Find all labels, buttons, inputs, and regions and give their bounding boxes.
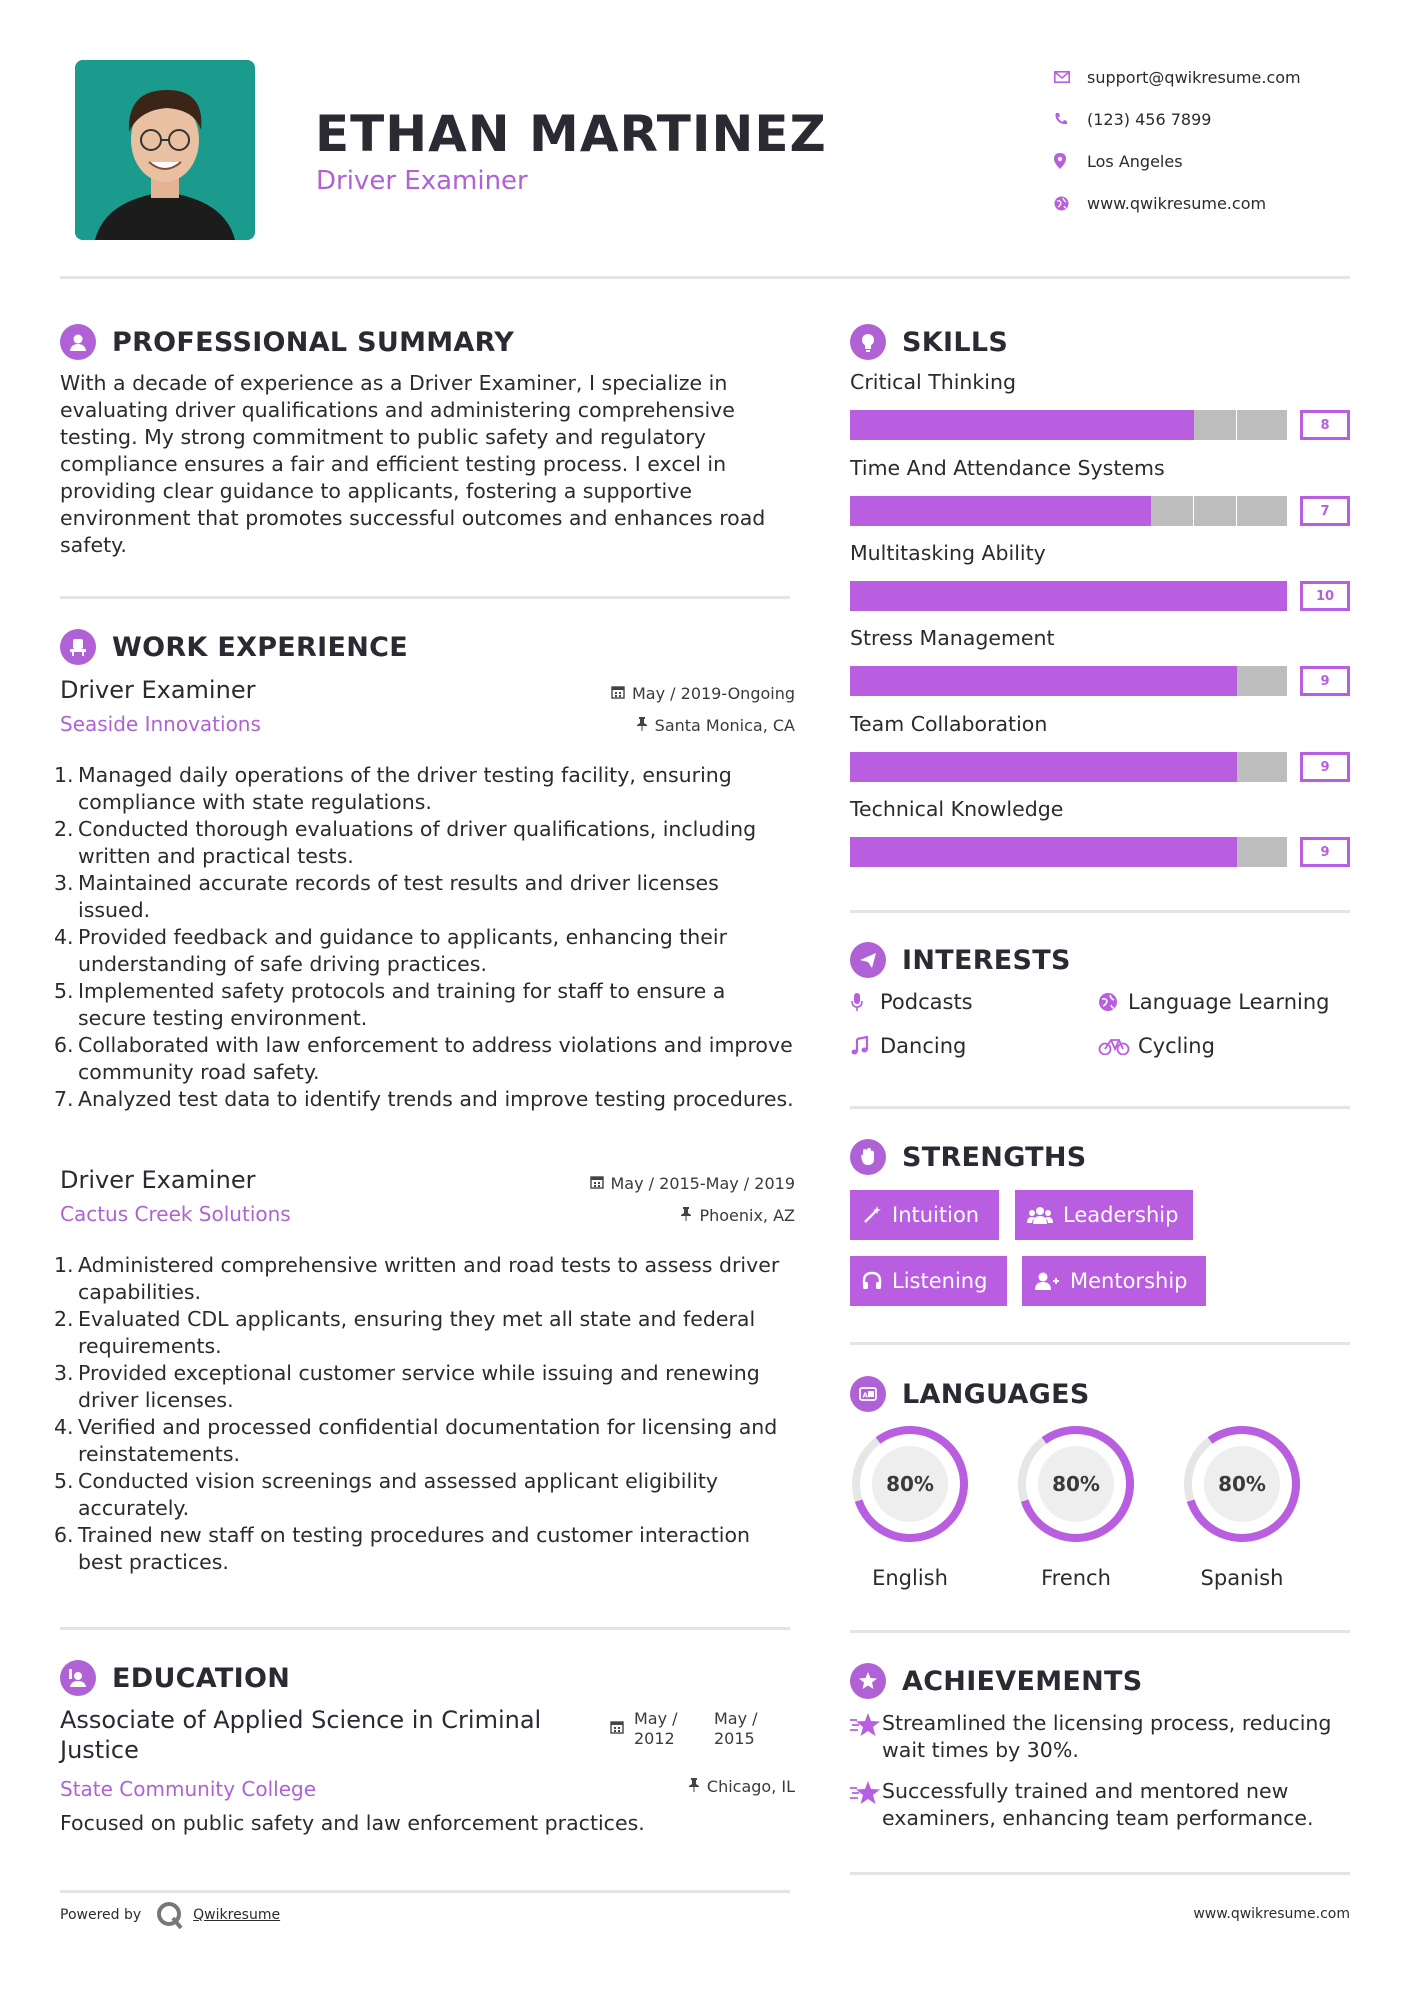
skill-level-segment: [1151, 752, 1194, 782]
interest-language-learning: Language Learning: [1098, 990, 1329, 1014]
summary-header: [60, 324, 514, 360]
skill-level-segment: [1022, 837, 1065, 867]
header-divider: [60, 276, 1350, 279]
job-date-text: May / 2015-May / 2019: [610, 1174, 795, 1193]
skill-level-segment: [1237, 581, 1287, 611]
users-icon: [1027, 1205, 1053, 1225]
school-name: State Community College: [60, 1777, 317, 1801]
list-item: 6. Collaborated with law enforcement to address violations and improve community road safety.: [54, 1033, 793, 1084]
skill-item: [850, 370, 1350, 440]
education-end: May / 2015: [714, 1709, 758, 1748]
fist-icon: [850, 1139, 886, 1175]
languages-heading: LANGUAGES: [902, 1378, 1090, 1410]
skill-score: 7: [1300, 496, 1350, 526]
skill-item: [850, 626, 1350, 696]
skill-level-segment: [850, 837, 893, 867]
strengths-header: [850, 1139, 1087, 1175]
footer-website[interactable]: www.qwikresume.com: [1193, 1906, 1350, 1922]
graduation-icon: [60, 1660, 96, 1696]
language-percent: 80%: [1052, 1472, 1100, 1496]
strength-tag: Leadership: [1015, 1190, 1193, 1240]
globe-icon: [1098, 992, 1126, 1012]
skill-level-segment: [1151, 581, 1194, 611]
achievements-header: [850, 1663, 1143, 1699]
skill-level-segment: [936, 410, 979, 440]
bicycle-icon: [1098, 1037, 1136, 1055]
skill-level-bar: [850, 581, 1350, 611]
skill-score: 9: [1300, 837, 1350, 867]
skills-heading: SKILLS: [902, 326, 1009, 358]
skill-level-segment: [1108, 496, 1151, 526]
summary-text: With a decade of experience as a Driver Examiner, I specialize in evaluating driver qualifications and administering comprehensive testing. My strong commitment to public safety and regulatory compliance ensures a fair and efficient testing process. I excel in providing clear guidance to applicants, fostering a supportive environment that promotes successful outcomes and enhances road safety.: [60, 371, 766, 557]
strength-tag: Mentorship: [1022, 1256, 1206, 1306]
education-header: [60, 1660, 290, 1696]
language-item: [848, 1422, 972, 1590]
skill-level-bar: [850, 496, 1350, 526]
skill-level-segment: [979, 752, 1022, 782]
summary-divider: [60, 596, 790, 599]
skill-level-segment: [850, 410, 893, 440]
language-progress-ring: [1014, 1422, 1138, 1546]
contact-location: [1050, 140, 1380, 182]
skill-level-segment: [1065, 666, 1108, 696]
interest-podcasts: Podcasts: [850, 990, 973, 1014]
interests-header: [850, 942, 1071, 978]
skill-level-segment: [850, 666, 893, 696]
experience-heading: WORK EXPERIENCE: [112, 631, 408, 663]
headphones-icon: [862, 1271, 882, 1291]
achievement-text: Successfully trained and mentored new examiners, enhancing team performance.: [882, 1779, 1314, 1830]
skill-level-segment: [936, 752, 979, 782]
music-note-icon: [850, 1036, 878, 1056]
star-icon: [850, 1710, 882, 1764]
phone-text[interactable]: (123) 456 7899: [1087, 109, 1212, 129]
job-company: Seaside Innovations: [60, 712, 261, 736]
list-item: 5. Implemented safety protocols and training for staff to ensure a secure testing environment.: [54, 979, 726, 1030]
education-date: [610, 1709, 794, 1749]
skill-level-segment: [1194, 666, 1237, 696]
star-icon: [850, 1778, 882, 1832]
strength-tag: Intuition: [850, 1190, 999, 1240]
skill-item: [850, 541, 1350, 611]
calendar-icon: [590, 1174, 604, 1193]
job-duties: [54, 1252, 795, 1576]
skill-level-segment: [893, 581, 936, 611]
skill-level-segment: [850, 581, 893, 611]
language-progress-ring: [1180, 1422, 1304, 1546]
footer-powered-by: [60, 1900, 280, 1930]
skill-level-segment: [1022, 581, 1065, 611]
job-location: [636, 716, 795, 735]
user-icon: [60, 324, 96, 360]
candidate-name: ETHAN MARTINEZ: [315, 105, 827, 163]
skill-level-segment: [850, 752, 893, 782]
skills-divider: [850, 910, 1350, 913]
skill-level-segment: [1237, 837, 1287, 867]
list-item: 3. Provided exceptional customer service while issuing and renewing driver licenses.: [54, 1361, 760, 1412]
skill-score: 9: [1300, 752, 1350, 782]
job-entry-1: [54, 676, 795, 1113]
languages-divider: [850, 1630, 1350, 1633]
language-item: [1180, 1422, 1304, 1590]
language-percent: 80%: [1218, 1472, 1266, 1496]
list-item: 6. Trained new staff on testing procedures and customer interaction best practices.: [54, 1523, 750, 1574]
job-location-text: Phoenix, AZ: [699, 1206, 795, 1225]
magic-wand-icon: [862, 1205, 882, 1225]
list-item: 2. Evaluated CDL applicants, ensuring they met all state and federal requirements.: [54, 1307, 756, 1358]
job-location-text: Santa Monica, CA: [654, 716, 795, 735]
skill-level-segment: [1237, 496, 1287, 526]
achievement-text: Streamlined the licensing process, reducing wait times by 30%.: [882, 1711, 1332, 1762]
list-item: 5. Conducted vision screenings and assessed applicant eligibility accurately.: [54, 1469, 719, 1520]
skill-level-bar: [850, 837, 1350, 867]
skill-level-segment: [1108, 410, 1151, 440]
job-title: Driver Examiner: [60, 676, 256, 704]
website-text[interactable]: www.qwikresume.com: [1087, 193, 1267, 213]
skill-level-segment: [893, 410, 936, 440]
contact-phone[interactable]: [1050, 98, 1380, 140]
job-title: Driver Examiner: [60, 1166, 256, 1194]
skill-name: Critical Thinking: [850, 370, 1016, 394]
interest-dancing: Dancing: [850, 1034, 966, 1058]
pushpin-icon: [688, 1777, 700, 1796]
calendar-icon: [611, 684, 625, 703]
job-location: [680, 1206, 795, 1225]
language-name: English: [872, 1566, 948, 1590]
skill-level-segment: [1194, 581, 1237, 611]
list-item: 4. Provided feedback and guidance to applicants, enhancing their understanding of safe driving practices.: [54, 925, 728, 976]
skill-score: 9: [1300, 666, 1350, 696]
candidate-title: Driver Examiner: [316, 166, 528, 196]
language-percent: 80%: [886, 1472, 934, 1496]
education-divider: [60, 1890, 790, 1893]
skill-item: [850, 456, 1350, 526]
degree-title: Associate of Applied Science in Criminal Justice: [60, 1706, 542, 1764]
skill-level-segment: [1151, 837, 1194, 867]
language-progress-ring: [848, 1422, 972, 1546]
skill-level-segment: [893, 837, 936, 867]
skill-level-segment: [1151, 410, 1194, 440]
skill-score: 8: [1300, 410, 1350, 440]
pushpin-icon: [636, 716, 648, 735]
interests-heading: INTERESTS: [902, 944, 1071, 976]
skill-level-segment: [1237, 752, 1287, 782]
experience-divider: [60, 1627, 790, 1630]
skill-level-segment: [979, 496, 1022, 526]
microphone-icon: [850, 992, 878, 1012]
email-text[interactable]: support@qwikresume.com: [1087, 67, 1301, 87]
skill-level-segment: [1065, 752, 1108, 782]
skill-level-bar: [850, 666, 1350, 696]
job-duties: [54, 762, 795, 1113]
achievement-item: [850, 1710, 1350, 1764]
contact-email[interactable]: [1050, 56, 1380, 98]
interest-cycling: Cycling: [1098, 1034, 1215, 1058]
skill-item: [850, 797, 1350, 867]
contact-website[interactable]: [1050, 182, 1380, 224]
location-text: Los Angeles: [1087, 151, 1183, 171]
pushpin-icon: [680, 1206, 692, 1225]
education-location: Chicago, IL: [688, 1777, 795, 1796]
languages-header: [850, 1376, 1090, 1412]
skill-level-segment: [1237, 410, 1287, 440]
phone-icon: [1050, 112, 1087, 126]
skill-level-segment: [1237, 666, 1287, 696]
list-item: 1. Managed daily operations of the driver testing facility, ensuring compliance with state regulations.: [54, 763, 732, 814]
svg-text:A: A: [862, 1391, 868, 1400]
skill-level-segment: [979, 837, 1022, 867]
summary-heading: PROFESSIONAL SUMMARY: [112, 326, 515, 358]
skill-level-segment: [893, 496, 936, 526]
skill-level-segment: [1194, 752, 1237, 782]
list-item: 7. Analyzed test data to identify trends and improve testing procedures.: [54, 1087, 794, 1111]
lightbulb-icon: [850, 324, 886, 360]
skill-level-segment: [1151, 496, 1193, 526]
skill-level-segment: [1194, 410, 1236, 440]
skill-level-segment: [936, 496, 979, 526]
education-description: Focused on public safety and law enforcement practices.: [60, 1811, 645, 1835]
skill-level-segment: [1151, 666, 1194, 696]
calendar-icon: [610, 1719, 624, 1739]
strengths-heading: STRENGTHS: [902, 1141, 1087, 1173]
job-company: Cactus Creek Solutions: [60, 1202, 291, 1226]
skill-level-segment: [1022, 752, 1065, 782]
skill-level-segment: [1108, 581, 1151, 611]
language-name: Spanish: [1200, 1566, 1284, 1590]
list-item: 4. Verified and processed confidential documentation for licensing and reinstatements.: [54, 1415, 778, 1466]
skill-level-segment: [1108, 752, 1151, 782]
globe-icon: [1050, 196, 1087, 211]
job-date: [590, 1174, 796, 1193]
qwikresume-logo-icon: [155, 1900, 185, 1930]
experience-header: [60, 629, 408, 665]
skill-name: Team Collaboration: [850, 712, 1048, 736]
job-entry-2: [54, 1166, 795, 1576]
skill-name: Time And Attendance Systems: [850, 456, 1165, 480]
brand-link[interactable]: Qwikresume: [193, 1907, 281, 1923]
achievements-divider: [850, 1872, 1350, 1875]
skill-level-segment: [893, 752, 936, 782]
skill-level-segment: [1194, 496, 1236, 526]
skill-level-segment: [936, 581, 979, 611]
achievements-heading: ACHIEVEMENTS: [902, 1665, 1143, 1697]
skill-level-segment: [1022, 410, 1065, 440]
list-item: 2. Conducted thorough evaluations of driver qualifications, including written and practical tests.: [54, 817, 757, 868]
skill-level-segment: [1194, 837, 1237, 867]
skill-level-segment: [979, 581, 1022, 611]
profile-photo: [75, 60, 255, 240]
skill-level-segment: [979, 666, 1022, 696]
skill-score: 10: [1300, 581, 1350, 611]
skill-level-segment: [936, 837, 979, 867]
contact-block: [1050, 56, 1380, 224]
powered-by-text: Powered by: [60, 1907, 142, 1923]
skill-name: Technical Knowledge: [850, 797, 1064, 821]
skill-level-segment: [979, 410, 1022, 440]
list-item: 1. Administered comprehensive written and road tests to assess driver capabilities.: [54, 1253, 780, 1304]
strengths-divider: [850, 1342, 1350, 1345]
skill-level-segment: [1022, 496, 1065, 526]
skill-item: [850, 712, 1350, 782]
briefcase-icon: [60, 629, 96, 665]
skill-level-segment: [1108, 837, 1151, 867]
skill-level-segment: [1065, 496, 1108, 526]
skill-level-segment: [1065, 581, 1108, 611]
user-plus-icon: [1034, 1271, 1060, 1291]
list-item: 3. Maintained accurate records of test results and driver licenses issued.: [54, 871, 719, 922]
star-badge-icon: [850, 1663, 886, 1699]
skill-level-bar: [850, 410, 1350, 440]
education-start: May / 2012: [634, 1709, 678, 1748]
language-name: French: [1041, 1566, 1111, 1590]
achievement-item: [850, 1778, 1350, 1832]
skill-level-bar: [850, 752, 1350, 782]
skill-level-segment: [893, 666, 936, 696]
interests-divider: [850, 1106, 1350, 1109]
skill-level-segment: [1022, 666, 1065, 696]
skill-level-segment: [850, 496, 893, 526]
language-icon: [850, 1376, 886, 1412]
job-date-text: May / 2019-Ongoing: [632, 684, 795, 703]
skill-level-segment: [1065, 410, 1108, 440]
skill-level-segment: [1108, 666, 1151, 696]
skill-level-segment: [936, 666, 979, 696]
map-pin-icon: [1050, 153, 1087, 169]
job-date: [611, 684, 795, 703]
education-heading: EDUCATION: [112, 1662, 291, 1694]
skill-level-segment: [1065, 837, 1108, 867]
skill-name: Multitasking Ability: [850, 541, 1046, 565]
skill-name: Stress Management: [850, 626, 1055, 650]
paper-plane-icon: [850, 942, 886, 978]
envelope-icon: [1050, 71, 1087, 83]
language-item: [1014, 1422, 1138, 1590]
strength-tag: Listening: [850, 1256, 1007, 1306]
skills-header: [850, 324, 1008, 360]
